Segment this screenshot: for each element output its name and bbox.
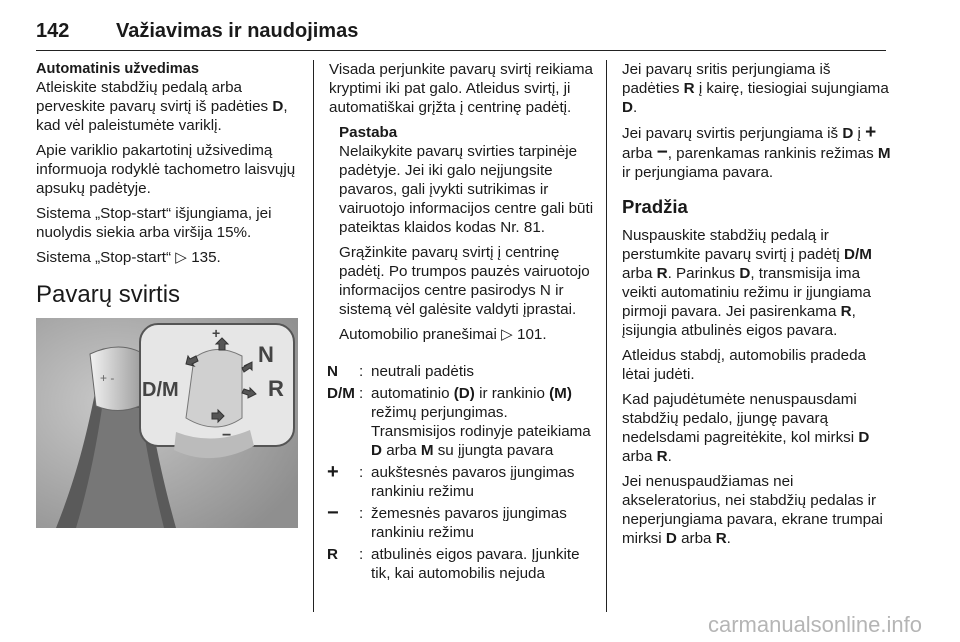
svg-text:+ -: + - [100, 371, 115, 385]
column-3 [622, 60, 892, 554]
page-reference-icon: ▷ [175, 249, 187, 266]
plus-label: + [212, 325, 221, 341]
minus-icon: − [656, 142, 668, 163]
paragraph: Visada perjunkite pavarų svirtį reikiama kryptimi iki pat galo. Atleidus svirtį, ji automatiškai grįžta į centrinę padėtį. [329, 61, 593, 116]
header-rule [36, 50, 886, 51]
note-box [329, 123, 595, 344]
paragraph: Kad pajudėtumėte nenuspausdami stabdžių pedalo, įjungę pavarą nedelsdami pagreitėkite, kol mirksi D arba R. [622, 391, 870, 465]
gear-lever-illustration [36, 318, 298, 528]
note-paragraph: Nelaikykite pavarų svirties tarpinėje padėtyje. Jei iki galo neįjungsite pavaros, gali įvykti sutrikimas ir vairuotojo informacijos centre gali būti pateiktas klaidos kodas Nr. 81. [339, 143, 594, 236]
column-2 [329, 60, 595, 586]
page-reference-icon: ▷ [501, 326, 513, 343]
paragraph: Nuspauskite stabdžių pedalą ir perstumkite pavarų svirtį į padėtį D/M arba R. Parinkus D, transmisija ima veikti automatiniu režimu ir įjungiama pirmoji pavara. Jei pasirenkama R, įsijungia atbulinės eigos pavara. [622, 227, 872, 339]
legend-row: − : žemesnės pavaros įjungimas rankiniu režimu [327, 504, 595, 545]
plus-icon: + [865, 122, 877, 143]
page-header [36, 10, 886, 50]
subheading-auto-start: Automatinis užvedimas [36, 61, 199, 77]
paragraph: Jei pavarų sritis perjungiama iš padėties R į kairę, tiesiogiai sujungiama D. [622, 61, 889, 116]
section-heading: Pavarų svirtis [36, 281, 181, 308]
column-divider [313, 60, 314, 612]
chapter-title: Važiavimas ir naudojimas [116, 20, 359, 42]
note-paragraph: Grąžinkite pavarų svirtį į centrinę padėtį. Po trumpos pauzės vairuotojo informacijos centre pasirodys N ir sistemą vėl galėsite valdyti įprastai. [339, 244, 590, 318]
gear-positions-legend [327, 362, 595, 586]
legend-row: D/M : automatinio (D) ir rankinio (M) režimų perjungimas. Transmisijos rodinyje pateikiama D arba M su įjungta pavara [327, 385, 591, 459]
note-title: Pastaba [339, 124, 398, 141]
neutral-position-label: N [258, 342, 274, 367]
section-heading: Pradžia [622, 196, 688, 217]
column-divider [606, 60, 607, 612]
legend-row: R : atbulinės eigos pavara. Įjunkite tik, kai automobilis nejuda [327, 546, 580, 582]
minus-icon: − [327, 502, 339, 524]
page-number: 142 [36, 20, 70, 42]
paragraph: Jei nenuspaudžiamas nei akseleratorius, nei stabdžių pedalas ir neperjungiama pavara, ekrane trumpai mirksi D arba R. [622, 473, 883, 547]
paragraph: Apie variklio pakartotinį užsivedimą informuoja rodyklė tachometro laisvųjų apsukų padėtyje. [36, 142, 296, 197]
paragraph: Sistema „Stop-start“ ▷ 135. [36, 249, 221, 266]
plus-icon: + [327, 461, 339, 483]
note-paragraph: Automobilio pranešimai ▷ 101. [339, 326, 547, 343]
minus-label: − [222, 427, 232, 444]
dm-position-label: D/M [142, 379, 179, 401]
paragraph: Atleidus stabdį, automobilis pradeda lėtai judėti. [622, 347, 866, 383]
column-1 [36, 60, 306, 321]
paragraph: Sistema „Stop-start“ išjungiama, jei nuolydis siekia arba viršija 15%. [36, 205, 272, 241]
paragraph: Jei pavarų svirtis perjungiama iš D į + arba −, parenkamas rankinis režimas M ir perjungiama pavara. [622, 122, 891, 181]
watermark: carmanualsonline.info [707, 612, 922, 637]
paragraph: Atleiskite stabdžių pedalą arba perveskite pavarų svirtį iš padėties D, kad vėl paleistumėte variklį. [36, 79, 288, 134]
reverse-position-label: R [268, 376, 284, 401]
legend-row: + : aukštesnės pavaros įjungimas rankiniu režimu [327, 463, 595, 504]
legend-row: N : neutrali padėtis [327, 363, 475, 380]
